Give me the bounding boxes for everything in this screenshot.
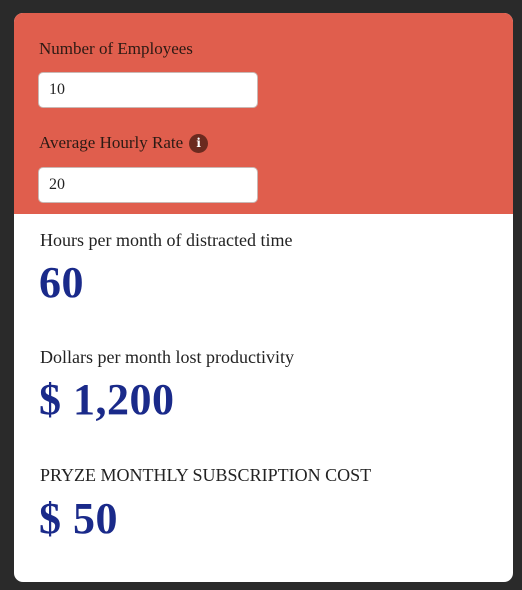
employees-input[interactable]: [38, 72, 258, 108]
subscription-cost-label: PRYZE MONTHLY SUBSCRIPTION COST: [40, 465, 372, 485]
employees-label: [39, 39, 193, 59]
input-panel: [14, 13, 513, 214]
info-icon[interactable]: i: [189, 134, 208, 153]
hourly-rate-label: [39, 133, 208, 153]
employees-label-text: Number of Employees: [39, 39, 193, 58]
hourly-rate-label-text: Average Hourly Rate: [39, 133, 184, 152]
hourly-rate-input[interactable]: [38, 167, 258, 203]
lost-productivity-label: Dollars per month lost productivity: [40, 347, 294, 367]
distracted-hours-value: 60: [39, 258, 84, 307]
lost-productivity-value: $ 1,200: [39, 375, 175, 424]
distracted-hours-label: Hours per month of distracted time: [40, 230, 293, 250]
calculator-card: [14, 13, 513, 582]
subscription-cost-value: $ 50: [39, 494, 118, 543]
